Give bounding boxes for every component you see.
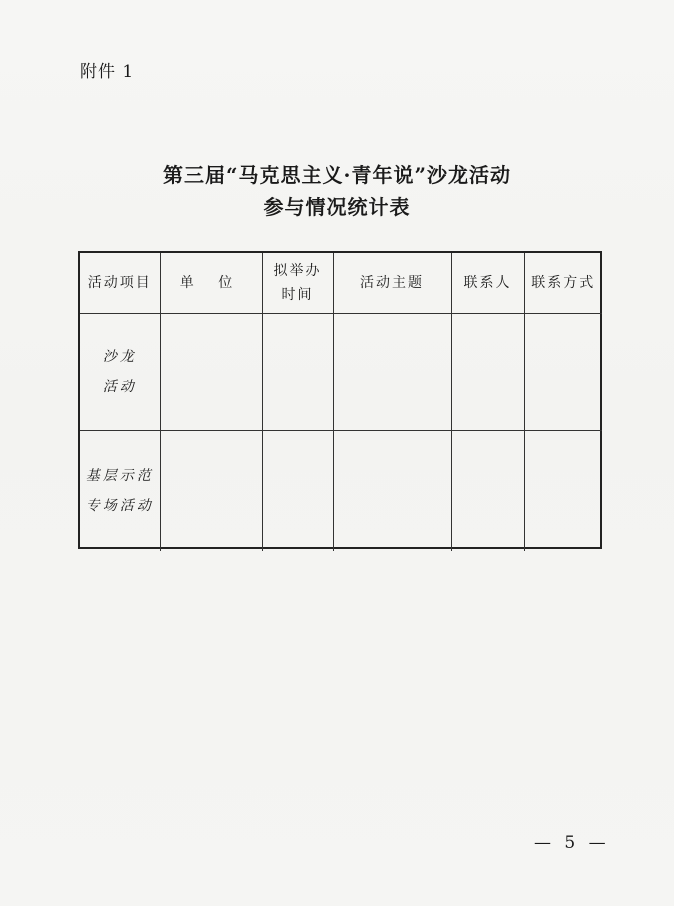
table-header-row [80, 253, 602, 313]
cell-planned-time [262, 430, 333, 551]
statistics-table [80, 253, 602, 551]
document-subtitle: 参与情况统计表 [263, 195, 411, 219]
table-row-salon [80, 313, 602, 430]
cell-contact-method [524, 430, 602, 551]
cell-contact-person [451, 313, 524, 430]
header-theme: 活动主题 [333, 253, 451, 313]
cell-unit [160, 430, 262, 551]
header-contact-person: 联系人 [451, 253, 524, 313]
cell-theme [333, 313, 451, 430]
row-label-grassroots: 基层示范 专场活动 [80, 430, 160, 551]
header-unit: 单 位 [160, 253, 262, 313]
statistics-table-frame [78, 251, 602, 549]
cell-contact-method [524, 313, 602, 430]
cell-theme [333, 430, 451, 551]
row-label-salon: 沙龙 活动 [80, 313, 160, 430]
cell-unit [160, 313, 262, 430]
cell-planned-time [262, 313, 333, 430]
header-contact-method: 联系方式 [524, 253, 602, 313]
page-number: — 5 — [534, 833, 610, 853]
table-row-grassroots [80, 430, 602, 551]
header-planned-time: 拟举办 时间 [262, 253, 333, 313]
attachment-label: 附件 1 [80, 62, 135, 82]
document-title: 第三届“马克思主义·青年说”沙龙活动 [163, 163, 511, 187]
header-activity-item: 活动项目 [80, 253, 160, 313]
cell-contact-person [451, 430, 524, 551]
